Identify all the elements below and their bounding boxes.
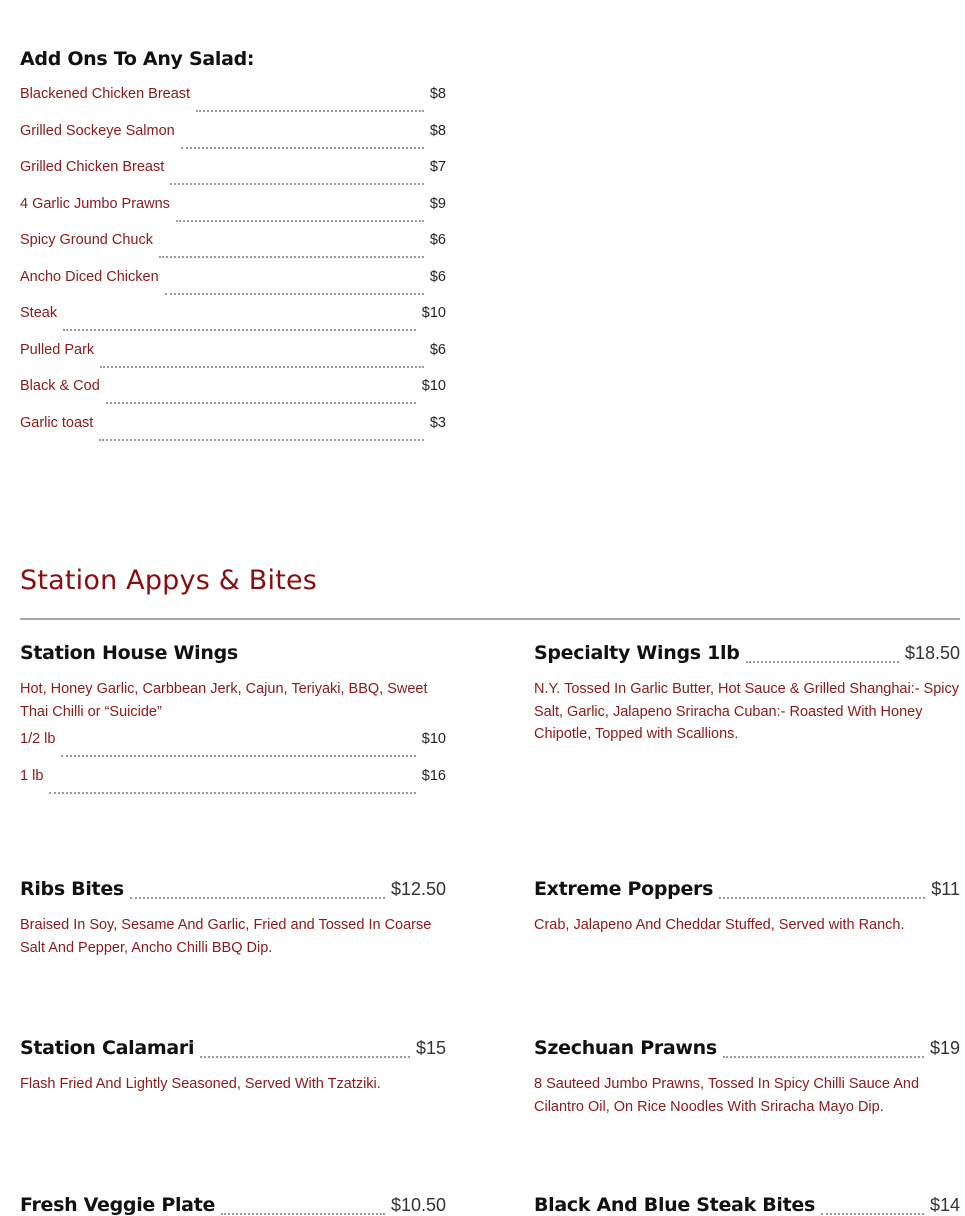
- addon-price: $6: [429, 341, 446, 358]
- item-header: [20, 1037, 446, 1059]
- addon-name: Pulled Park: [20, 341, 95, 358]
- dot-leader: [170, 183, 424, 185]
- item-price: $19: [929, 1038, 960, 1058]
- addon-price: $6: [429, 232, 446, 248]
- addon-price: $8: [429, 86, 446, 102]
- addon-item: [20, 232, 446, 269]
- item-description: Hot, Honey Garlic, Carbbean Jerk, Cajun, Teriyaki, BBQ, Sweet Thai Chilli or “Suicide”: [20, 681, 428, 720]
- dot-leader: [159, 256, 424, 258]
- addon-item: [20, 123, 446, 160]
- item-header: [20, 1194, 446, 1216]
- addon-name: 4 Garlic Jumbo Prawns: [20, 195, 170, 212]
- dot-leader: [821, 1213, 924, 1215]
- section-title: Station Appys & Bites: [20, 565, 318, 596]
- item-title: Ribs Bites: [20, 878, 124, 900]
- dot-leader: [106, 402, 416, 404]
- option-name: 1 lb: [20, 767, 44, 784]
- item-header: [534, 1194, 960, 1216]
- dot-leader: [746, 661, 899, 663]
- addon-price: $3: [429, 414, 446, 431]
- addon-price: $8: [429, 122, 446, 139]
- option-name: 1/2 lb: [20, 731, 56, 747]
- item-description: Crab, Jalapeno And Cheddar Stuffed, Served with Ranch.: [534, 917, 905, 933]
- section-divider: [20, 618, 960, 620]
- option-row: [20, 731, 446, 768]
- dot-leader: [221, 1213, 385, 1215]
- addon-price: $7: [429, 159, 446, 175]
- addon-item: [20, 415, 446, 452]
- item-options: [20, 731, 446, 804]
- dot-leader: [165, 293, 424, 295]
- item-price: $11: [931, 879, 960, 899]
- addon-item: [20, 86, 446, 123]
- addon-price: $10: [421, 305, 446, 321]
- addon-item: [20, 269, 446, 306]
- menu-item-szechuan-prawns: [534, 1037, 960, 1118]
- dot-leader: [196, 110, 424, 112]
- addon-name: Steak: [20, 305, 58, 321]
- menu-item-steak-bites: [534, 1194, 960, 1216]
- addon-name: Grilled Chicken Breast: [20, 159, 165, 175]
- item-price: $14: [929, 1195, 960, 1215]
- item-title: Szechuan Prawns: [534, 1037, 717, 1059]
- dot-leader: [49, 792, 415, 794]
- menu-item-veggie-plate: [20, 1194, 446, 1216]
- addon-price: $9: [429, 195, 446, 212]
- option-row: [20, 768, 446, 805]
- addons-title: Add Ons To Any Salad:: [20, 48, 255, 70]
- menu-item-house-wings: [20, 642, 446, 804]
- item-title: Specialty Wings 1lb: [534, 642, 740, 664]
- menu-item-calamari: [20, 1037, 446, 1096]
- menu-item-specialty-wings: [534, 642, 960, 746]
- option-price: $16: [421, 767, 446, 784]
- addon-item: [20, 378, 446, 415]
- item-price: $15: [415, 1038, 446, 1058]
- addon-name: Spicy Ground Chuck: [20, 232, 153, 248]
- item-title: Station House Wings: [20, 642, 238, 664]
- item-header: [534, 878, 960, 900]
- item-header: [534, 1037, 960, 1059]
- item-header: [20, 642, 446, 664]
- item-title: Extreme Poppers: [534, 878, 714, 900]
- item-price: $12.50: [390, 879, 446, 899]
- addon-name: Garlic toast: [20, 414, 94, 431]
- dot-leader: [100, 366, 424, 368]
- menu-item-ribs-bites: [20, 878, 446, 959]
- item-header: [20, 878, 446, 900]
- addon-item: [20, 159, 446, 196]
- dot-leader: [176, 220, 424, 222]
- addon-item: [20, 305, 446, 342]
- item-price: $18.50: [904, 643, 960, 663]
- dot-leader: [130, 897, 385, 899]
- item-description: 8 Sauteed Jumbo Prawns, Tossed In Spicy Chilli Sauce And Cilantro Oil, On Rice Noodles With Sriracha Mayo Dip.: [534, 1076, 920, 1115]
- item-description: Braised In Soy, Sesame And Garlic, Fried and Tossed In Coarse Salt And Pepper, Ancho Chilli BBQ Dip.: [20, 917, 432, 956]
- item-header: [534, 642, 960, 664]
- item-price: $10.50: [390, 1195, 446, 1215]
- item-title: Station Calamari: [20, 1037, 195, 1059]
- addon-item: [20, 196, 446, 233]
- addon-price: $6: [429, 268, 446, 285]
- addons-list: [20, 86, 446, 451]
- item-title: Fresh Veggie Plate: [20, 1194, 216, 1216]
- addon-name: Grilled Sockeye Salmon: [20, 122, 175, 139]
- dot-leader: [200, 1056, 410, 1058]
- addons-section: [20, 48, 446, 451]
- menu-item-extreme-poppers: [534, 878, 960, 937]
- item-title: Black And Blue Steak Bites: [534, 1194, 815, 1216]
- addon-name: Black & Cod: [20, 378, 100, 394]
- addon-price: $10: [421, 378, 446, 394]
- item-description: N.Y. Tossed In Garlic Butter, Hot Sauce & Grilled Shanghai:- Spicy Salt, Garlic, Jalapeno Sriracha Cuban:- Roasted With Honey Chipotle, Topped with Scallions.: [534, 681, 960, 742]
- dot-leader: [181, 147, 424, 149]
- item-description: Flash Fried And Lightly Seasoned, Served With Tzatziki.: [20, 1076, 381, 1092]
- addon-name: Blackened Chicken Breast: [20, 86, 191, 102]
- addon-name: Ancho Diced Chicken: [20, 268, 159, 285]
- dot-leader: [61, 755, 415, 757]
- dot-leader: [719, 897, 925, 899]
- dot-leader: [63, 329, 416, 331]
- option-price: $10: [421, 731, 446, 747]
- dot-leader: [99, 439, 424, 441]
- dot-leader: [723, 1056, 924, 1058]
- addon-item: [20, 342, 446, 379]
